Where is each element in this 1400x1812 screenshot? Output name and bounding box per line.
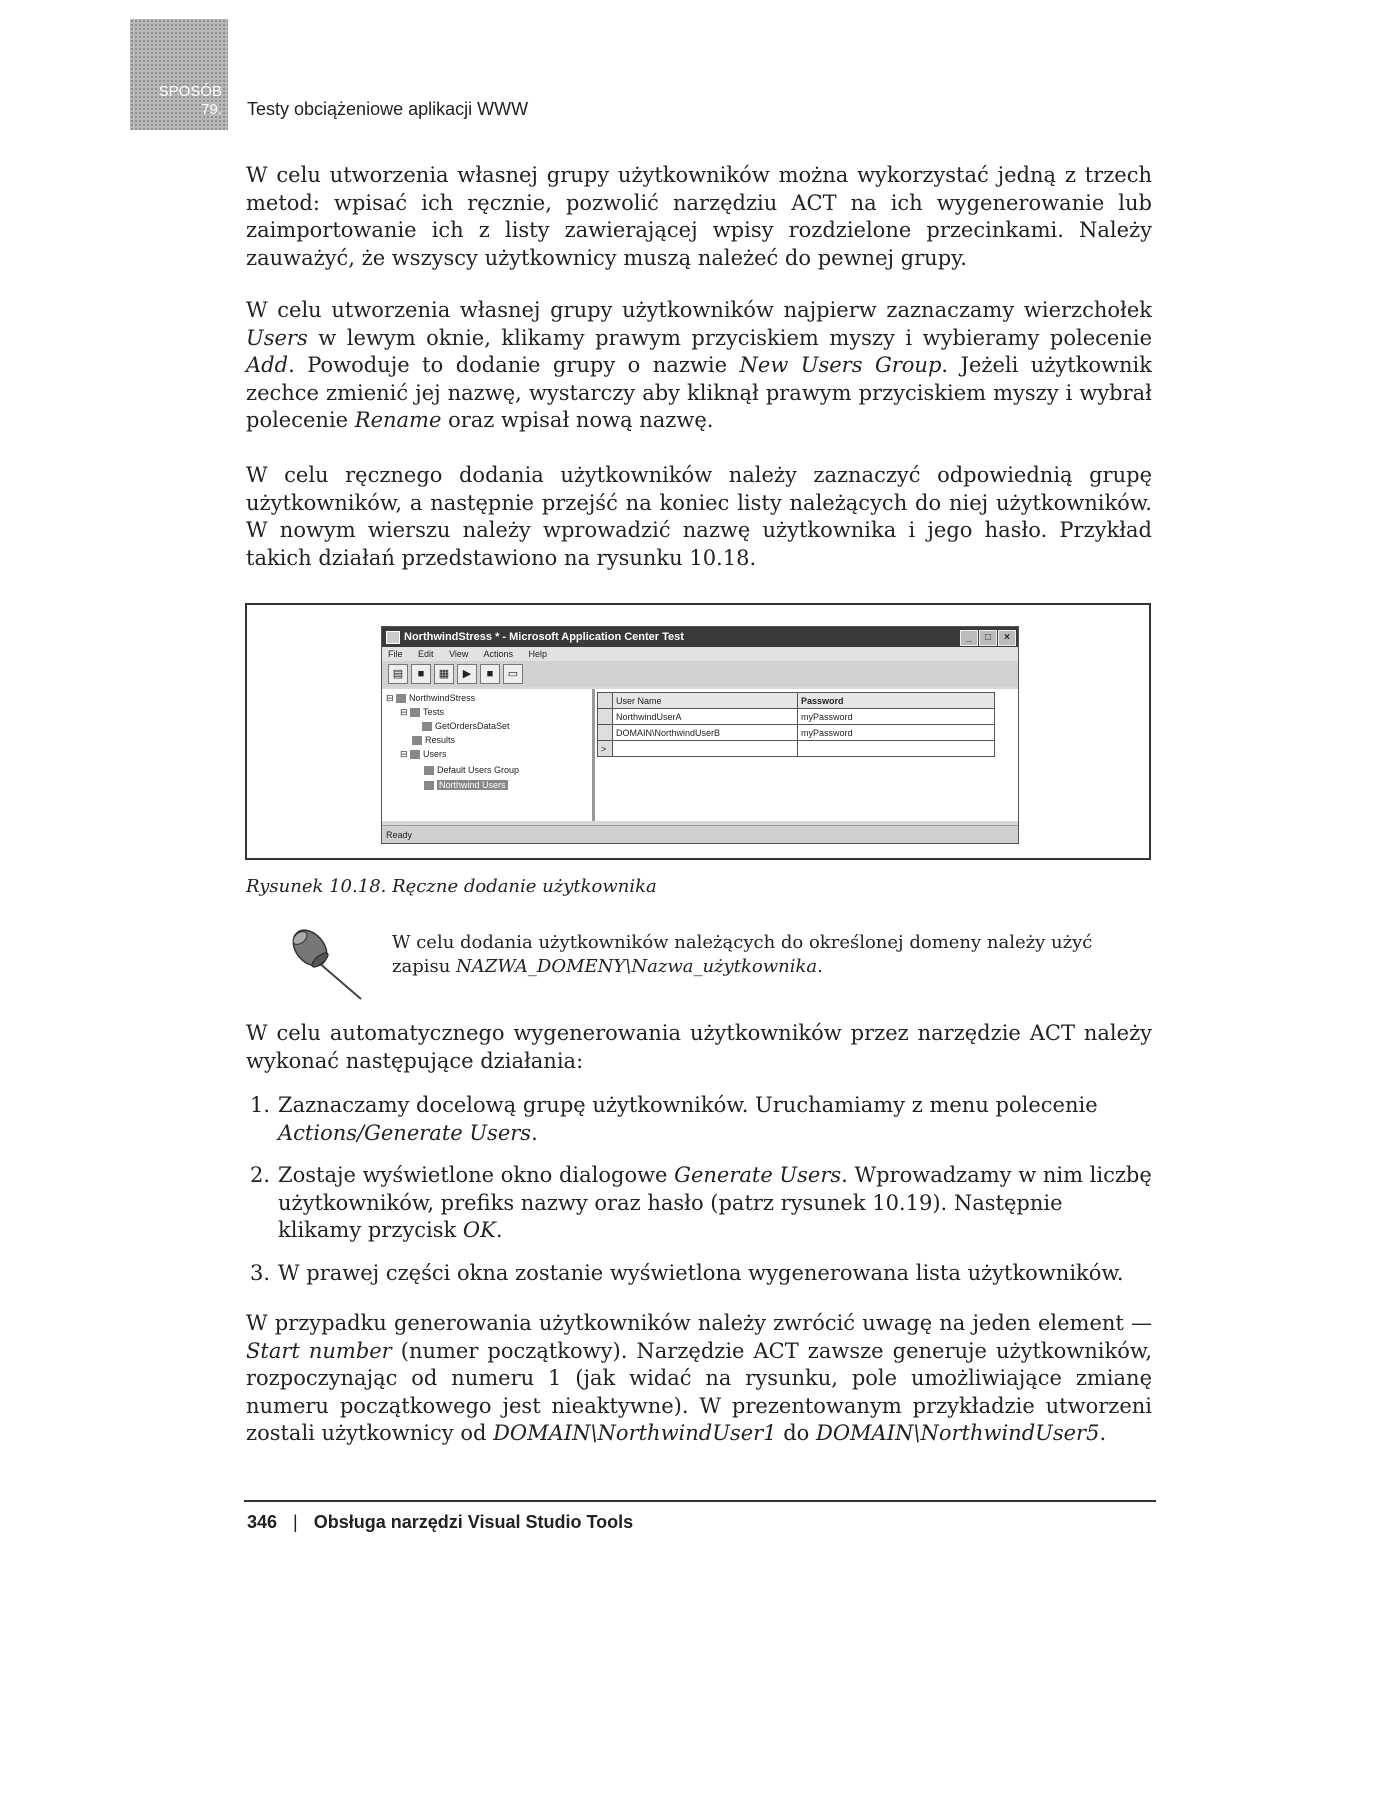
- results-icon: [412, 736, 422, 745]
- tree-node-tests[interactable]: ⊟ Tests: [400, 707, 445, 717]
- table-row[interactable]: [598, 709, 995, 725]
- pushpin-icon: [286, 924, 366, 1004]
- properties-icon[interactable]: ▦: [434, 664, 454, 684]
- menu-edit[interactable]: Edit: [418, 649, 434, 659]
- tree-node-test[interactable]: GetOrdersDataSet: [422, 720, 510, 733]
- steps-list: [246, 1092, 1152, 1302]
- app-icon: [386, 631, 400, 644]
- table-row[interactable]: [598, 725, 995, 741]
- column-header-password: Password: [798, 693, 995, 709]
- menu-help[interactable]: Help: [528, 649, 547, 659]
- menu-actions[interactable]: Actions: [483, 649, 513, 659]
- list-item: 2. Zostaje wyświetlone okno dialogowe Generate Users. Wprowadzamy w nim liczbę użytkowników, prefiks nazwy oraz hasło (patrz rysunek 10.19). Następnie klikamy przycisk OK.: [250, 1163, 1152, 1242]
- password-cell[interactable]: [798, 741, 995, 757]
- table-header-row: [598, 693, 995, 709]
- footer-section-title: Obsługa narzędzi Visual Studio Tools: [313, 1512, 634, 1532]
- minimize-icon[interactable]: _: [960, 630, 978, 646]
- password-cell[interactable]: myPassword: [798, 725, 995, 741]
- menu-bar: [382, 647, 1018, 661]
- figure-caption: Rysunek 10.18. Ręczne dodanie użytkownika: [246, 876, 657, 897]
- toolbar: [382, 661, 1018, 687]
- badge-label: [159, 83, 222, 119]
- run-icon[interactable]: ▶: [457, 664, 477, 684]
- paragraph-3: W celu ręcznego dodania użytkowników należy zaznaczyć odpowiednią grupę użytkowników, a następnie przejść na koniec listy należących do niej użytkowników. W nowym wierszu należy wprowadzić nazwę użytkownika i jego hasło. Przykład takich działań przedstawiono na rysunku 10.18.: [246, 463, 1152, 570]
- new-row[interactable]: [598, 741, 995, 757]
- paragraph-5: W przypadku generowania użytkowników należy zwrócić uwagę na jeden element — Start number (numer początkowy). Narzędzie ACT zawsze generuje użytkowników, rozpoczynając od numeru 1 (jak widać na rysunku, pole umożliwiające zmianę numeru początkowego jest nieaktywne). W prezentowanym przykładzie utworzeni zostali użytkownicy od DOMAIN\NorthwindUser1 do DOMAIN\NorthwindUser5.: [246, 1311, 1152, 1445]
- stop-icon[interactable]: ■: [480, 664, 500, 684]
- tree-node-northwind-group[interactable]: Northwind Users: [424, 779, 508, 792]
- column-header-username: User Name: [613, 693, 798, 709]
- badge-number: 79.: [201, 101, 222, 118]
- page-footer: [247, 1512, 633, 1533]
- tree-node-default-group[interactable]: Default Users Group: [424, 764, 519, 777]
- page-number: 346: [247, 1512, 278, 1532]
- users-table: [597, 692, 995, 757]
- tree-node-users[interactable]: ⊟ Users: [400, 749, 447, 759]
- tip-note: W celu dodania użytkowników należących do określonej domeny należy użyć zapisu NAZWA_DOMENY\Nazwa_użytkownika.: [392, 932, 1093, 977]
- group-icon: [424, 766, 434, 775]
- username-cell[interactable]: NorthwindUserA: [613, 709, 798, 725]
- menu-view[interactable]: View: [449, 649, 469, 659]
- act-window-screenshot: [381, 626, 1019, 844]
- paragraph-2: W celu utworzenia własnej grupy użytkowników najpierw zaznaczamy wierzchołek Users w lewym oknie, klikamy prawym przyciskiem myszy i wybieramy polecenie Add. Powoduje to dodanie grupy o nazwie New Users Group. Jeżeli użytkownik zechce zmienić jej nazwę, wystarczy aby kliknął prawym przyciskiem myszy i wybrał polecenie Rename oraz wpisał nową nazwę.: [246, 298, 1152, 432]
- paragraph-4: W celu automatycznego wygenerowania użytkowników przez narzędzie ACT należy wykonać następujące działania:: [246, 1021, 1152, 1073]
- group-icon: [424, 781, 434, 790]
- status-bar: [382, 825, 1018, 843]
- close-icon[interactable]: ×: [998, 630, 1016, 646]
- folder-icon: [410, 708, 420, 717]
- report-icon[interactable]: ▭: [503, 664, 523, 684]
- window-titlebar: [382, 627, 1018, 647]
- paragraph-1: W celu utworzenia własnej grupy użytkowników można wykorzystać jedną z trzech metod: wpisać ich ręcznie, pozwolić narzędziu ACT na ich wygenerowanie lub zaimportowanie ich z listy zawierającej wpisy rozdzielone przecinkami. Należy zauważyć, że wszyscy użytkownicy muszą należeć do pewnej grupy.: [246, 163, 1152, 270]
- users-icon: [410, 750, 420, 759]
- list-item: 3. W prawej części okna zostanie wyświetlona wygenerowana lista użytkowników.: [250, 1260, 1124, 1285]
- window-title: NorthwindStress * - Microsoft Application Center Test: [404, 631, 684, 643]
- username-cell[interactable]: [613, 741, 798, 757]
- users-grid: [595, 689, 1018, 821]
- footer-rule: [244, 1500, 1156, 1502]
- footer-separator: |: [293, 1512, 298, 1532]
- running-header: Testy obciążeniowe aplikacji WWW: [247, 99, 529, 119]
- username-cell[interactable]: DOMAIN\NorthwindUserB: [613, 725, 798, 741]
- save-icon[interactable]: ■: [411, 664, 431, 684]
- tree-node-results[interactable]: Results: [412, 734, 455, 747]
- password-cell[interactable]: myPassword: [798, 709, 995, 725]
- badge-word: SPOSÓB: [158, 83, 222, 100]
- list-item: 1. Zaznaczamy docelową grupę użytkowników. Uruchamiamy z menu polecenie Actions/Generate Users.: [250, 1093, 1098, 1145]
- test-icon: [422, 722, 432, 731]
- tree-node-root[interactable]: ⊟ NorthwindStress: [386, 693, 476, 703]
- open-icon[interactable]: ▤: [388, 664, 408, 684]
- section-badge: [130, 19, 228, 130]
- project-icon: [396, 694, 406, 703]
- maximize-icon[interactable]: □: [979, 630, 997, 646]
- project-tree: [382, 689, 595, 821]
- status-text: Ready: [386, 830, 413, 840]
- new-row-marker: >: [598, 741, 613, 757]
- menu-file[interactable]: File: [388, 649, 403, 659]
